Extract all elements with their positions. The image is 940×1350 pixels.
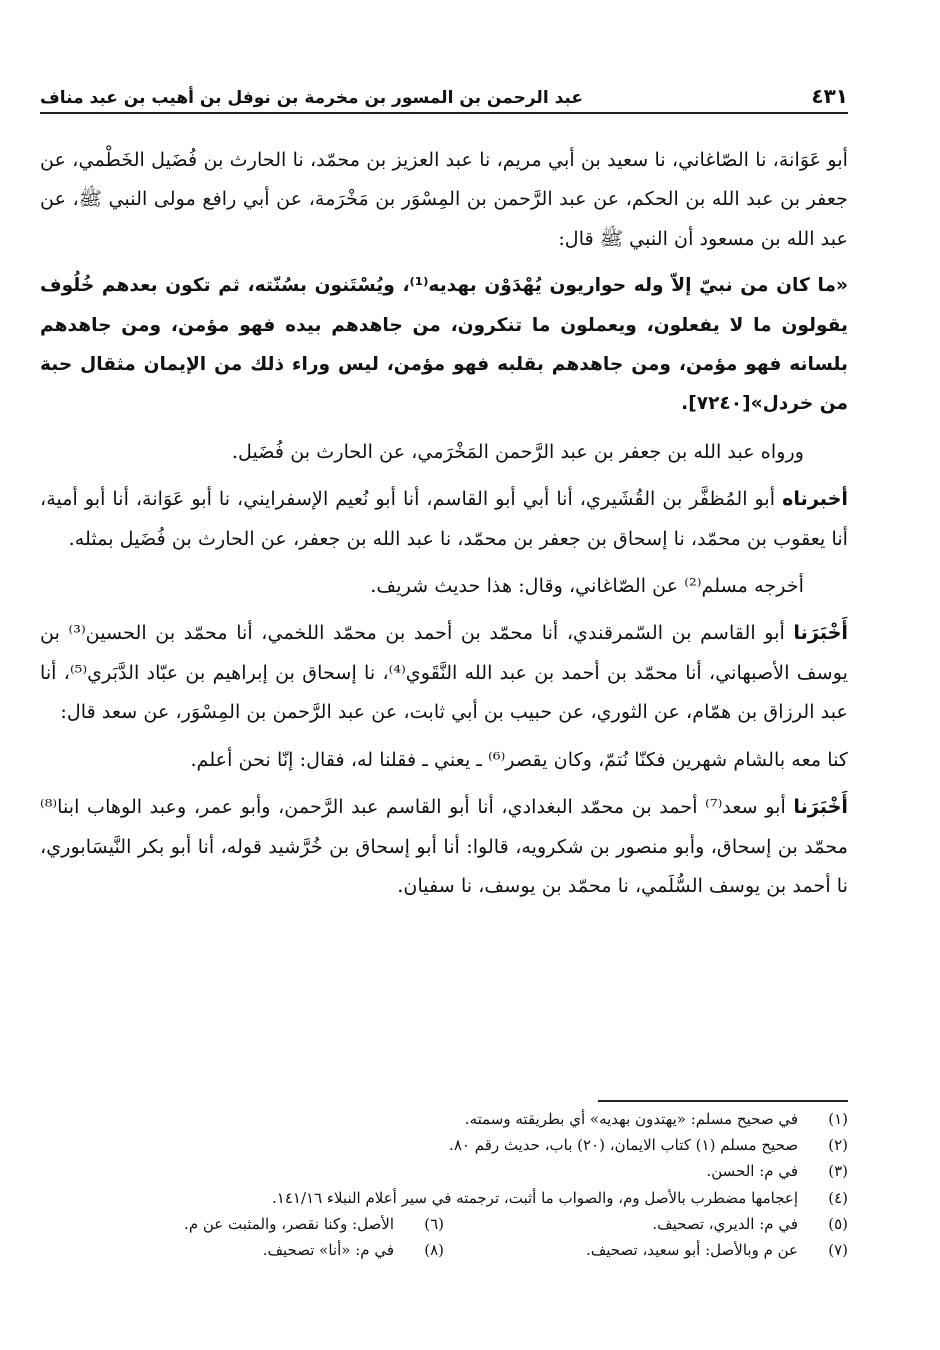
footnote-text: إعجامها مضطرب بالأصل وم، والصواب ما أثبت، ترجمته في سير أعلام النبلاء ١٤١/١٦. — [272, 1188, 798, 1207]
page-number: ٤٣١ — [811, 84, 848, 108]
hadith-text — [40, 266, 848, 424]
footnote-text: في صحيح مسلم: «يهتدون بهديه» أي بطريقته وسمته. — [464, 1110, 798, 1128]
footnote-number: (٨) — [424, 1241, 444, 1260]
footnote — [444, 1211, 848, 1237]
footnotes — [40, 1106, 848, 1263]
footnote — [40, 1106, 848, 1132]
footnote-number: (٥) — [828, 1214, 848, 1233]
paragraph — [40, 140, 848, 258]
footnote — [40, 1158, 848, 1184]
paragraph-text: أخرجه مسلم⁽²⁾ عن الصّاغاني، وقال: هذا حديث شريف. — [370, 574, 804, 598]
footnote — [40, 1185, 848, 1211]
paragraph — [40, 432, 848, 471]
isnad-lead: أخبرناه — [782, 487, 848, 511]
paragraph — [40, 566, 848, 605]
footnote-pair — [40, 1237, 848, 1263]
footnote-text: الأصل: وكنا نقصر، والمثبت عن م. — [184, 1214, 394, 1233]
running-header — [40, 68, 848, 114]
isnad-lead: أَخْبَرَنا — [793, 621, 848, 645]
isnad-paragraph — [40, 613, 848, 731]
paragraph-text: أبو سعد⁽⁷⁾ أحمد بن محمّد البغدادي، أنا أبو القاسم عبد الرَّحمن، وأبو عمر، وعبد الوهاب ابنا⁽⁸⁾ محمّد بن إسحاق، وأبو منصور بن شكرويه، قالوا: أنا أبو إسحاق بن خُرَّشيد قوله، أنا أبو بكر النَّيسَابوري، نا أحمد بن يوسف السُّلَمي، نا محمّد بن يوسف، نا سفيان. — [40, 795, 848, 897]
footnote-number: (٣) — [828, 1162, 848, 1181]
footnote-number: (٦) — [424, 1214, 444, 1233]
isnad-lead: أَخْبَرَنا — [793, 795, 848, 819]
isnad-paragraph — [40, 479, 848, 558]
footnote-number: (٤) — [828, 1188, 848, 1207]
isnad-paragraph — [40, 787, 848, 905]
footnote-text: في م: الديري، تصحيف. — [652, 1214, 798, 1233]
main-text — [40, 140, 848, 913]
footnote-pair — [40, 1211, 848, 1237]
footnote-text: في م: «أنا» تصحيف. — [262, 1241, 394, 1260]
footnote-number: (١) — [828, 1110, 848, 1128]
paragraph-text: أبو القاسم بن السّمرقندي، أنا محمّد بن أحمد بن محمّد اللخمي، أنا محمّد بن الحسين⁽³⁾ بن يوسف الأصبهاني، أنا محمّد بن أحمد بن عبد الله النَّقَوي⁽⁴⁾، نا إسحاق بن إبراهيم بن عبّاد الدَّبَري⁽⁵⁾، أنا عبد الرزاق بن همّام، عن الثوري، عن حبيب بن أبي ثابت، عن عبد الرَّحمن بن المِسْوَر، عن سعد قال: — [40, 621, 848, 724]
footnote-text: في م: الحسن. — [706, 1162, 798, 1181]
footnote-text: صحيح مسلم (١) كتاب الايمان، (٢٠) باب، حديث رقم ٨٠. — [449, 1136, 798, 1155]
footnote-text: عن م وبالأصل: أبو سعيد، تصحيف. — [585, 1241, 798, 1260]
paragraph-text: أبو المُظفَّر بن القُشَيري، أنا أبي أبو القاسم، أنا أبو نُعيم الإسفرايني، نا أبو عَوَانة، أنا أبو أمية، أنا يعقوب بن محمّد، نا إسحاق بن جعفر بن محمّد، نا عبد الله بن جعفر، عن الحارث بن فُضَيل بمثله. — [40, 487, 848, 550]
footnote — [40, 1211, 444, 1237]
chapter-title: عبد الرحمن بن المسور بن مخرمة بن نوفل بن أهيب بن عبد مناف — [40, 88, 583, 108]
paragraph-text: ورواه عبد الله بن جعفر بن عبد الرَّحمن المَخْرَمي، عن الحارث بن فُضَيل. — [231, 439, 804, 463]
footnote — [40, 1132, 848, 1158]
paragraph — [40, 740, 848, 779]
paragraph-text: أبو عَوَانة، نا الصّاغاني، نا سعيد بن أبي مريم، نا عبد العزيز بن محمّد، نا الحارث بن فُضَيل الخَطْمي، عن جعفر بن عبد الله بن الحكم، عن عبد الرَّحمن بن المِسْوَر بن مَخْرَمة، عن أبي رافع مولى النبي ﷺ، عن عبد الله بن مسعود أن النبي ﷺ قال: — [40, 148, 848, 250]
footnote — [40, 1237, 444, 1263]
footnote-number: (٧) — [828, 1241, 848, 1260]
paragraph-text: كنا معه بالشام شهرين فكنّا نُتمّ، وكان يقصر⁽⁶⁾ ـ يعني ـ فقلنا له، فقال: إنّا نحن أعلم. — [190, 747, 848, 771]
paragraph-text: «ما كان من نبيّ إلاّ وله حواريون يُهْدَوْن بهديه⁽¹⁾، ويُسْتَنون بسُنّته، ثم تكون بعدهم خُلُوف يقولون ما لا يفعلون، ويعملون ما تنكرون، من جاهدهم بيده فهو مؤمن، ومن جاهدهم بلسانه فهو مؤمن، ومن جاهدهم بقلبه فهو مؤمن، ليس وراء ذلك من الإيمان مثقال حبة من خردل»[٧٢٤٠]. — [40, 275, 848, 415]
footnote-divider — [598, 1100, 848, 1102]
footnote — [444, 1237, 848, 1263]
footnote-number: (٢) — [828, 1136, 848, 1155]
